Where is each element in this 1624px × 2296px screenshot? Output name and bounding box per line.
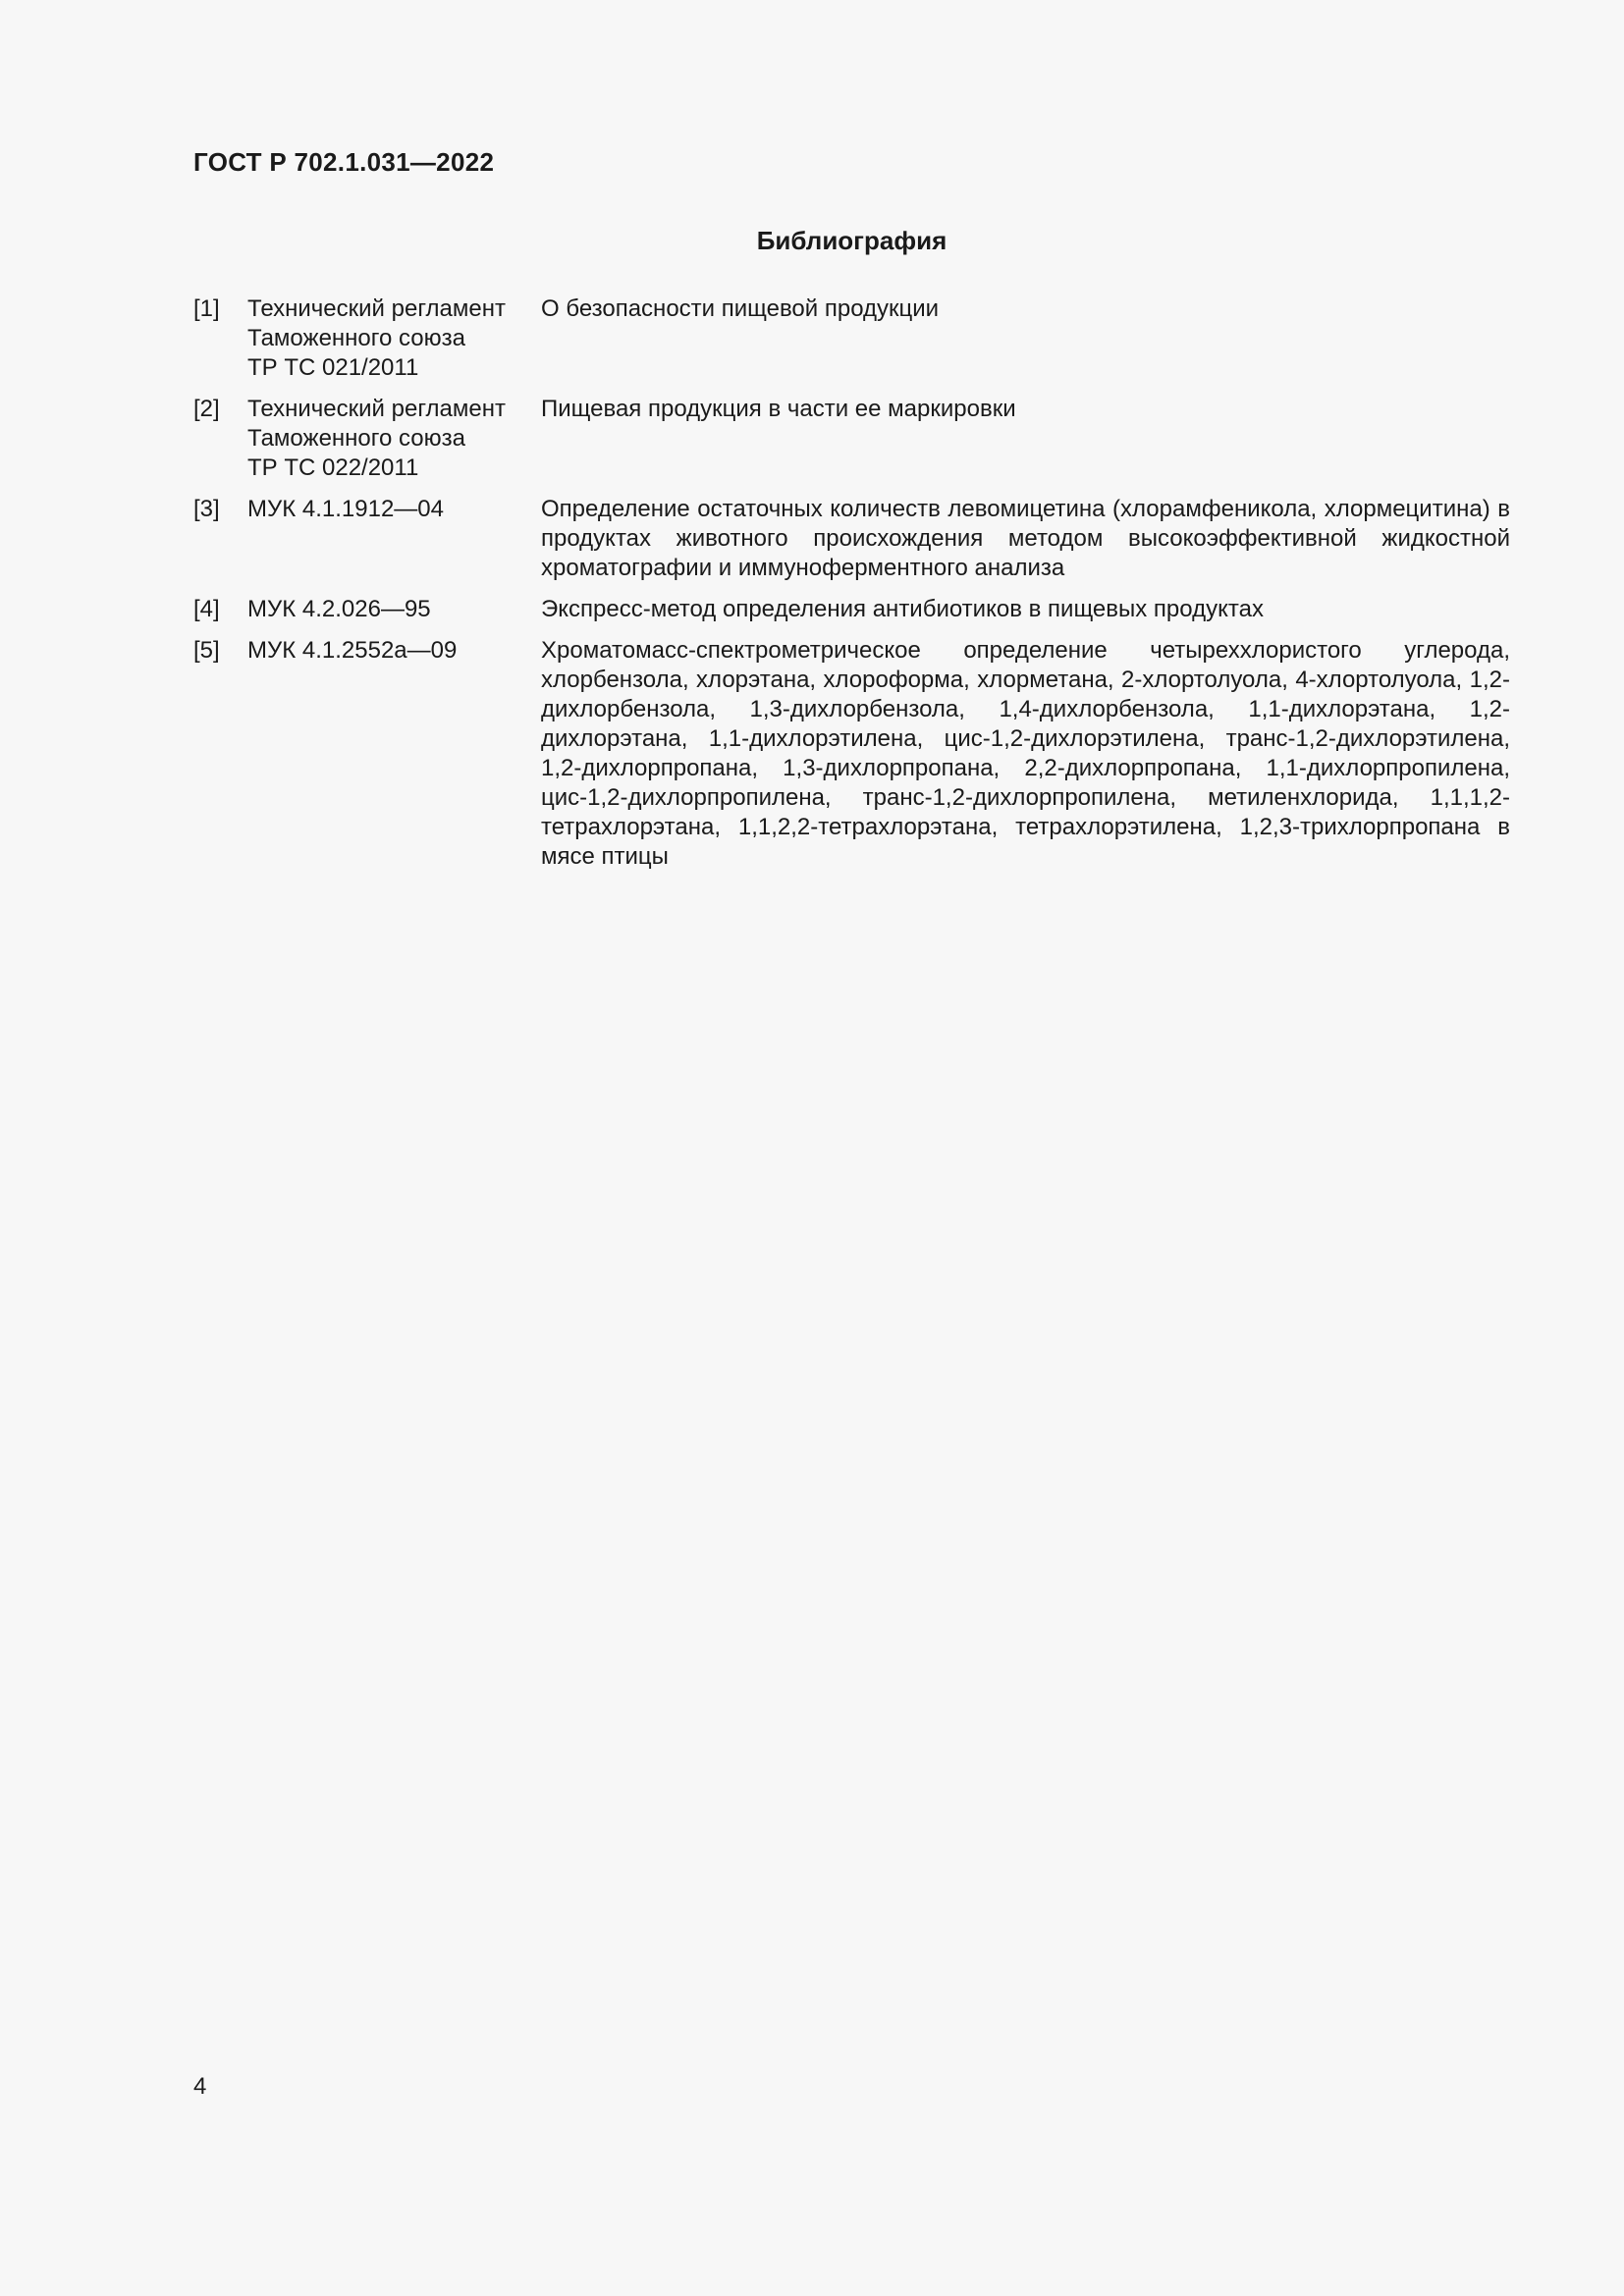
entry-source: МУК 4.2.026—95	[247, 596, 431, 622]
entry-number: [3]	[193, 496, 220, 522]
page-number: 4	[193, 2073, 207, 2100]
entry-title: Определение остаточных количеств левомицетина (хлорамфеникола, хлормецитина) в продуктах животного происхождения методом высокоэффективной жидкостной хроматографии и иммуноферментного анализа	[541, 496, 1510, 581]
bibliography-entry-3	[193, 495, 1510, 583]
entry-title: Хроматомасс-спектрометрическое определение четыреххлористого углерода, хлорбензола, хлорэтана, хлороформа, хлорметана, 2-хлортолуола, 4-хлортолуола, 1,2-дихлорбензола, 1,3-дихлорбензола, 1,4-дихлорбензола, 1,1-дихлорэтана, 1,2-дихлорэтана, 1,1-дихлорэтилена, цис-1,2-дихлорэтилена, транс-1,2-дихлорэтилена, 1,2-дихлорпропана, 1,3-дихлорпропана, 2,2-дихлорпропана, 1,1-дихлорпропилена, цис-1,2-дихлорпропилена, транс-1,2-дихлорпропилена, метиленхлорида, 1,1,1,2-тетрахлорэтана, 1,1,2,2-тетрахлорэтана, тетрахлорэтилена, 1,2,3-трихлорпропана в мясе птицы	[541, 637, 1510, 870]
entry-number: [1]	[193, 295, 220, 322]
entry-title: О безопасности пищевой продукции	[541, 295, 940, 322]
section-title: Библиография	[756, 226, 947, 255]
bibliography-entry-5	[193, 636, 1510, 872]
bibliography-entry-2	[193, 395, 1510, 483]
entry-title: Пищевая продукция в части ее маркировки	[541, 396, 1016, 422]
entry-source: МУК 4.1.2552а—09	[247, 637, 458, 664]
entry-number: [4]	[193, 596, 220, 622]
entry-source: Технический регламент Таможенного союза ТР ТС 022/2011	[247, 396, 506, 481]
bibliography-entry-4	[193, 595, 1510, 624]
entry-number: [5]	[193, 637, 220, 664]
entry-title: Экспресс-метод определения антибиотиков в пищевых продуктах	[541, 596, 1264, 622]
bibliography-list	[193, 294, 1510, 883]
entry-source: Технический регламент Таможенного союза ТР ТС 021/2011	[247, 295, 506, 381]
bibliography-entry-1	[193, 294, 1510, 383]
entry-source: МУК 4.1.1912—04	[247, 496, 445, 522]
entry-number: [2]	[193, 396, 220, 422]
document-code: ГОСТ Р 702.1.031—2022	[193, 147, 495, 177]
